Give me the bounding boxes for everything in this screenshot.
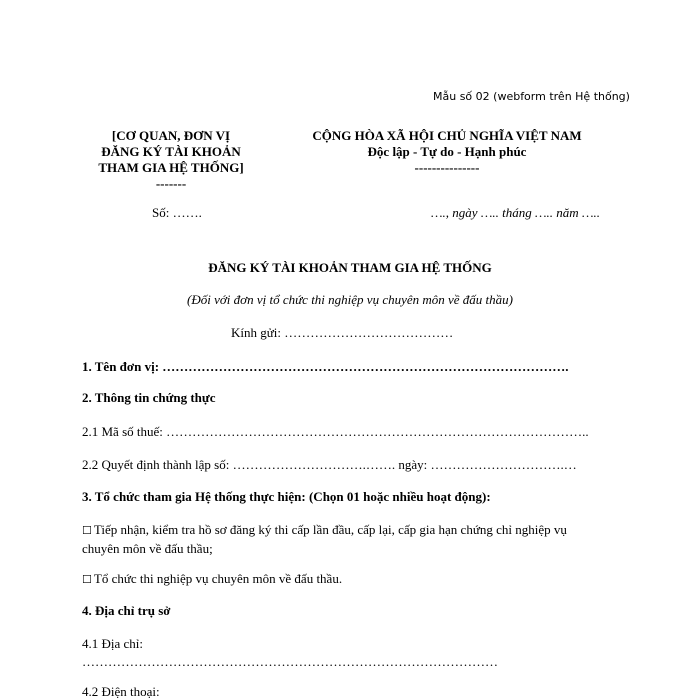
option-2-text: Tổ chức thi nghiệp vụ chuyên môn về đấu thầu. [93, 571, 343, 586]
checkbox-icon[interactable]: ☐ [82, 573, 92, 586]
address-fill-line: …………………………………………………………………………………… [82, 654, 498, 669]
address-label: 4.1 Địa chỉ: [82, 636, 144, 651]
recipient-line: Kính gửi: ………………………………… [231, 325, 454, 340]
checkbox-icon[interactable]: ☐ [82, 524, 92, 537]
form-code: Mẫu số 02 (webform trên Hệ thống) [433, 90, 630, 103]
section-activities: 3. Tổ chức tham gia Hệ thống thực hiện: (Chọn 01 hoặc nhiều hoạt động): [82, 489, 491, 504]
tax-code-line: 2.1 Mã số thuế: …………………………………………………………………………………….. [82, 424, 589, 439]
motto: Độc lập - Tự do - Hạnh phúc [367, 144, 527, 159]
option-1-text-line-2: chuyên môn về đấu thầu; [82, 541, 213, 556]
document-title: ĐĂNG KÝ TÀI KHOẢN THAM GIA HỆ THỐNG [208, 260, 492, 275]
establishment-decision-line: 2.2 Quyết định thành lập số: ………………………….……. ngày: ………………………….… [82, 457, 577, 472]
section-unit-name: 1. Tên đơn vị: …………………………………………………………………………………. [82, 359, 569, 374]
phone-label: 4.2 Điện thoại: [82, 684, 160, 699]
agency-divider: ------- [155, 176, 187, 191]
section-authentication: 2. Thông tin chứng thực [82, 390, 216, 405]
country-name: CỘNG HÒA XÃ HỘI CHỦ NGHĨA VIỆT NAM [312, 128, 582, 143]
issuing-agency-block [82, 128, 260, 192]
activity-option-1[interactable] [82, 521, 567, 558]
document-subtitle: (Đối với đơn vị tổ chức thi nghiệp vụ chuyên môn về đấu thầu) [186, 292, 513, 307]
activity-option-2[interactable] [82, 571, 342, 587]
national-header [292, 128, 602, 176]
agency-line-2: ĐĂNG KÝ TÀI KHOẢN [101, 144, 241, 159]
date-line: …., ngày ….. tháng ….. năm ….. [431, 205, 601, 220]
agency-line-1: [CƠ QUAN, ĐƠN VỊ [111, 128, 231, 143]
document-number: Số: ……. [152, 205, 202, 220]
section-headquarters: 4. Địa chỉ trụ sở [82, 603, 171, 618]
option-1-text-line-1: Tiếp nhận, kiểm tra hồ sơ đăng ký thi cấp lần đầu, cấp lại, cấp gia hạn chứng chỉ nghiệp vụ [93, 522, 567, 537]
motto-divider: --------------- [414, 160, 480, 175]
agency-line-3: THAM GIA HỆ THỐNG] [98, 160, 244, 175]
